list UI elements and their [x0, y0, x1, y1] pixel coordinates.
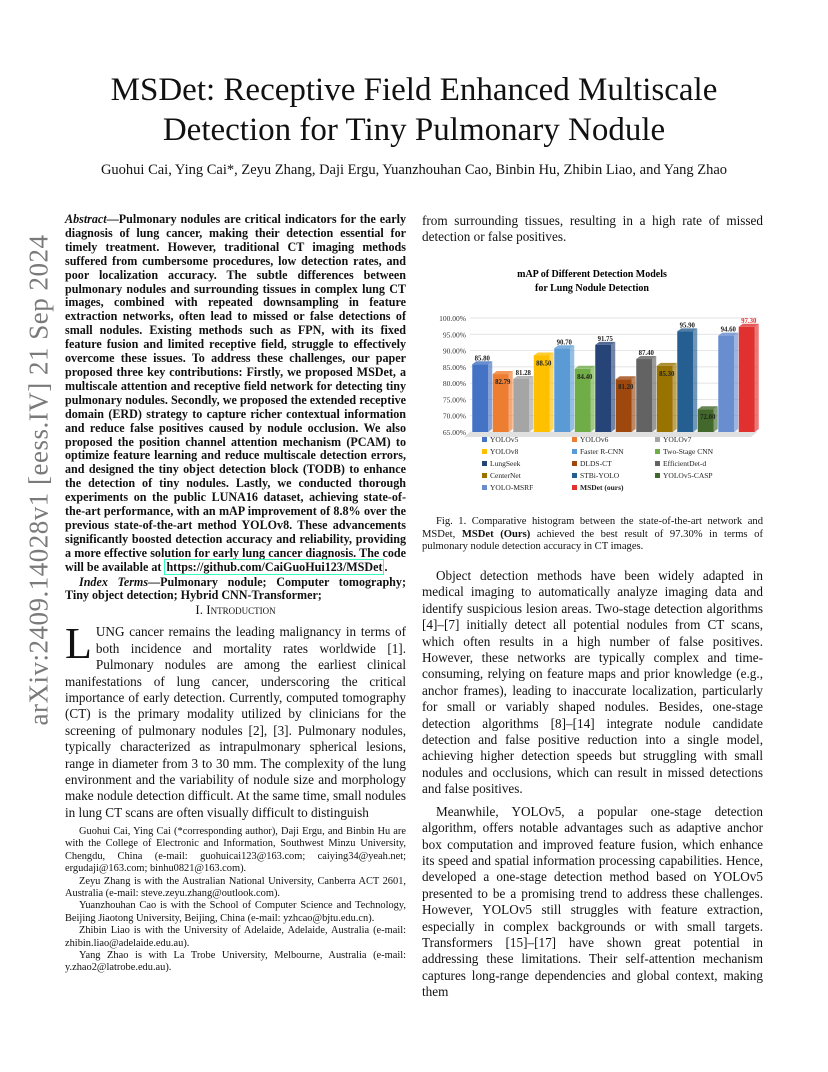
- caption-text: Comparative histogram between the state-of-the-art network and MSDet,: [422, 516, 763, 540]
- legend-swatch: [482, 449, 487, 454]
- legend-label: EfficientDet-d: [663, 459, 707, 468]
- data-label: 95.90: [679, 322, 695, 330]
- y-tick-label: 75.00%: [442, 395, 466, 405]
- abstract-text: —Pulmonary nodules are critical indicators for the early diagnosis of lung cancer, making their detection essential for timely treatment. However, traditional CT imaging methods suffered from cumbersome procedures, low detection rates, and poor localization accuracy. The subtle differences between pulmonary nodules and surrounding tissues in complex lung CT images, combined with repeated downsampling in feature extraction networks, often lead to missed or false detections of small nodules. Existing methods such as FPN, with its fixed feature fusion and limited receptive field, struggle to effectively overcome these issues. To address these challenges, our paper proposed three key contributions: Firstly, we proposed MSDet, a multiscale attention and receptive field network for detecting tiny pulmonary nodules. Secondly, we proposed the extended receptive domain (ERD) strategy to capture richer contextual information and reduce false positives caused by nodule occlusion. We also proposed the position channel attention mechanism (PCAM) to optimize feature learning and reduce multiscale detection errors, and designed the tiny object detection block (TODB) to enhance the detection of tiny nodules. Lastly, we conducted thorough experiments on the public LUNA16 dataset, achieving state-of-the-art performance, with an mAP improvement of 8.8% over the previous state-of-the-art method YOLOv8. These advancements significantly boosted detection accuracy and reliability, providing a more effective solution for early lung cancer diagnosis. The code will be available at: [65, 212, 406, 574]
- bar: [513, 379, 529, 432]
- legend-label: YOLOv5: [490, 435, 519, 444]
- figure-1-chart: [422, 262, 763, 510]
- caption-text-end: achieved the best result of 97.30% in terms of pulmonary nodule detection accuracy in CT images.: [422, 528, 763, 553]
- code-link[interactable]: https://github.com/CaiGuoHui123/MSDet: [166, 559, 383, 574]
- footnote: Guohui Cai, Ying Cai (*corresponding author), Daji Ergu, and Binbin Hu are with the College of Electronic and Information, Southwest Minzu University, Chengdu, China (e-mail: guohuicai123@163.com; caiying34@yeah.net; ergudaji@163.com; binhu0821@163.com).: [65, 826, 406, 875]
- footnote: Yang Zhao is with La Trobe University, Melbourne, Australia (e-mail: y.zhao2@latrobe.edu.au).: [65, 950, 406, 974]
- y-tick-label: 100.00%: [439, 314, 466, 323]
- y-tick-label: 70.00%: [442, 411, 466, 421]
- y-tick-label: 80.00%: [442, 379, 466, 389]
- footnotes: [65, 826, 406, 975]
- paper-title: MSDet: Receptive Field Enhanced Multiscale Detection for Tiny Pulmonary Nodule: [110, 72, 718, 148]
- abstract: [65, 213, 406, 603]
- legend-label: YOLOv6: [580, 435, 609, 444]
- legend-label: YOLO-MSRF: [490, 483, 534, 492]
- legend-label: CenterNet: [490, 471, 521, 480]
- data-label: 85.30: [659, 370, 675, 378]
- caption-label: Fig. 1.: [436, 516, 467, 527]
- intro-paragraph-1: UNG cancer remains the leading malignancy in terms of both incidence and mortality rates worldwide [1]. Pulmonary nodules are among the earliest clinical manifestations of lung cancer, underscoring the critical importance of early detection. Currently, computed tomography (CT) is the primary modality utilized by clinicians for the screening of pulmonary nodules [2], [3]. Pulmonary nodules, typically characterized as intrapulmonary spherical lesions, range in diameter from 3 to 30 mm. The complexity of the lung environment and the variability of nodule size and morphology make nodule detection difficult. At the same time, small nodules in lung CT scans are often visually difficult to distinguish: [65, 624, 406, 820]
- legend-label: STBi-YOLO: [580, 471, 620, 480]
- y-tick-label: 95.00%: [442, 330, 466, 340]
- data-label: 87.40: [638, 350, 654, 358]
- chart-title: mAP of Different Detection Models: [517, 269, 667, 280]
- bar: [739, 327, 755, 432]
- legend-swatch: [655, 437, 660, 442]
- intro-paragraph-3: Meanwhile, YOLOv5, a popular one-stage detection algorithm, offers notable advantages such as adaptive anchor box computation and improved feature fusion, which enhance its speed and spatial information processing capabilities. Hence, developed a one-stage detection method based on YOLOv5 presented to be a promising trend to address these challenges. However, YOLOv5 still struggles with feature extraction, especially in complex backgrounds or with small targets. Transformers [15]–[17] have shown great potential in addressing these limitations. Their self-attention mechanism captures long-range dependencies and global context, making them: [422, 803, 763, 1000]
- bar-side: [570, 345, 574, 432]
- data-label: 72.00: [700, 414, 716, 422]
- figure-caption: [422, 516, 763, 554]
- arxiv-id-text: arXiv:2409.14028v1 [eess.IV] 21 Sep 2024: [23, 234, 54, 726]
- data-label: 82.79: [495, 379, 511, 387]
- y-tick-label: 65.00%: [442, 428, 466, 437]
- y-tick-label: 90.00%: [442, 346, 466, 356]
- abstract-label: Abstract: [65, 212, 107, 226]
- arxiv-identifier: [22, 234, 56, 726]
- legend-swatch: [572, 461, 577, 466]
- legend-swatch: [572, 485, 577, 490]
- bar: [677, 331, 693, 432]
- legend-swatch: [572, 449, 577, 454]
- data-label: 91.75: [597, 335, 613, 343]
- bar-chart: [422, 262, 763, 510]
- legend-label: Two-Stage CNN: [663, 447, 714, 456]
- legend-swatch: [482, 461, 487, 466]
- legend-label: Faster R-CNN: [580, 447, 624, 456]
- legend-label: MSDet (ours): [580, 483, 624, 492]
- data-label: 81.20: [618, 384, 634, 392]
- legend-swatch: [482, 437, 487, 442]
- bar-side: [693, 328, 697, 432]
- legend-swatch: [655, 449, 660, 454]
- data-label: 81.28: [515, 369, 531, 377]
- bar-side: [755, 324, 759, 432]
- index-terms-text: —Pulmonary nodule; Computer tomography; Tiny object detection; Hybrid CNN-Transformer;: [65, 574, 406, 603]
- intro-paragraph-2: Object detection methods have been widely adapted in medical imaging to automatically analyze imaging data and identify suspicious lesion areas. Two-stage detection algorithms [4]–[7] initially detect all potential nodules from CT scans, which often results in a high number of false positives. However, these networks are typically complex and time-consuming, relying on feature maps and prior knowledge (e.g., anchor frames), leading to inaccurate localization, particularly for small or variably shaped nodules. Besides, one-stage detection algorithms [8]–[14] integrate nodule candidate detection and false positive reduction into a single model, achieving higher detection speeds but struggling with small nodules and occlusions, which can result in missed detections and false positives.: [422, 568, 763, 797]
- legend-swatch: [572, 473, 577, 478]
- legend-swatch: [655, 473, 660, 478]
- bar-side: [529, 376, 533, 432]
- bar-side: [488, 361, 492, 432]
- caption-bold: MSDet (Ours): [461, 528, 531, 540]
- legend-label: LungSeek: [490, 459, 521, 468]
- drop-cap: L: [65, 619, 92, 669]
- intro-right-body: [422, 568, 763, 1001]
- bar: [595, 345, 611, 432]
- data-label: 85.80: [474, 355, 490, 363]
- legend-swatch: [572, 437, 577, 442]
- legend-swatch: [482, 473, 487, 478]
- data-label: 97.30: [741, 317, 757, 325]
- y-tick-label: 85.00%: [442, 362, 466, 372]
- legend-swatch: [655, 461, 660, 466]
- chart-title: for Lung Nodule Detection: [535, 283, 649, 294]
- footnote: Yuanzhouhan Cao is with the School of Computer Science and Technology, Beijing Jiaotong University, Beijing, China (e-mail: yzhcao@bjtu.edu.cn).: [65, 900, 406, 924]
- data-label: 84.40: [577, 373, 593, 381]
- bar: [472, 364, 488, 432]
- bar: [554, 348, 570, 432]
- index-terms-label: Index Terms: [79, 574, 149, 589]
- legend-label: DLDS-CT: [580, 459, 612, 468]
- intro-paragraph-1-continued: from surrounding tissues, resulting in a high rate of missed detection or false positives.: [422, 213, 763, 245]
- section-heading: I. Introduction: [195, 602, 276, 617]
- author-list: Guohui Cai, Ying Cai*, Zeyu Zhang, Daji Ergu, Yuanzhouhan Cao, Binbin Hu, Zhibin Liao, and Yang Zhao: [100, 162, 728, 178]
- data-label: 88.50: [536, 360, 552, 368]
- legend-swatch: [482, 485, 487, 490]
- abstract-end: .: [384, 559, 388, 574]
- data-label: 94.60: [720, 326, 736, 334]
- data-label: 90.70: [556, 339, 572, 347]
- legend-label: YOLOv5-CASP: [663, 471, 713, 480]
- bar: [718, 336, 734, 432]
- bar-side: [734, 333, 738, 432]
- footnote: Zhibin Liao is with the University of Adelaide, Adelaide, Australia (e-mail: zhibin.liao@adelaide.edu.au).: [65, 925, 406, 949]
- bar-side: [611, 342, 615, 432]
- legend-label: YOLOv7: [663, 435, 692, 444]
- footnote: Zeyu Zhang is with the Australian National University, Canberra ACT 2601, Australia (e-mail: steve.zeyu.zhang@outlook.com).: [65, 875, 406, 900]
- legend-label: YOLOv8: [490, 447, 519, 456]
- bar-side: [652, 356, 656, 432]
- bar: [636, 359, 652, 432]
- introduction-section: [65, 602, 406, 821]
